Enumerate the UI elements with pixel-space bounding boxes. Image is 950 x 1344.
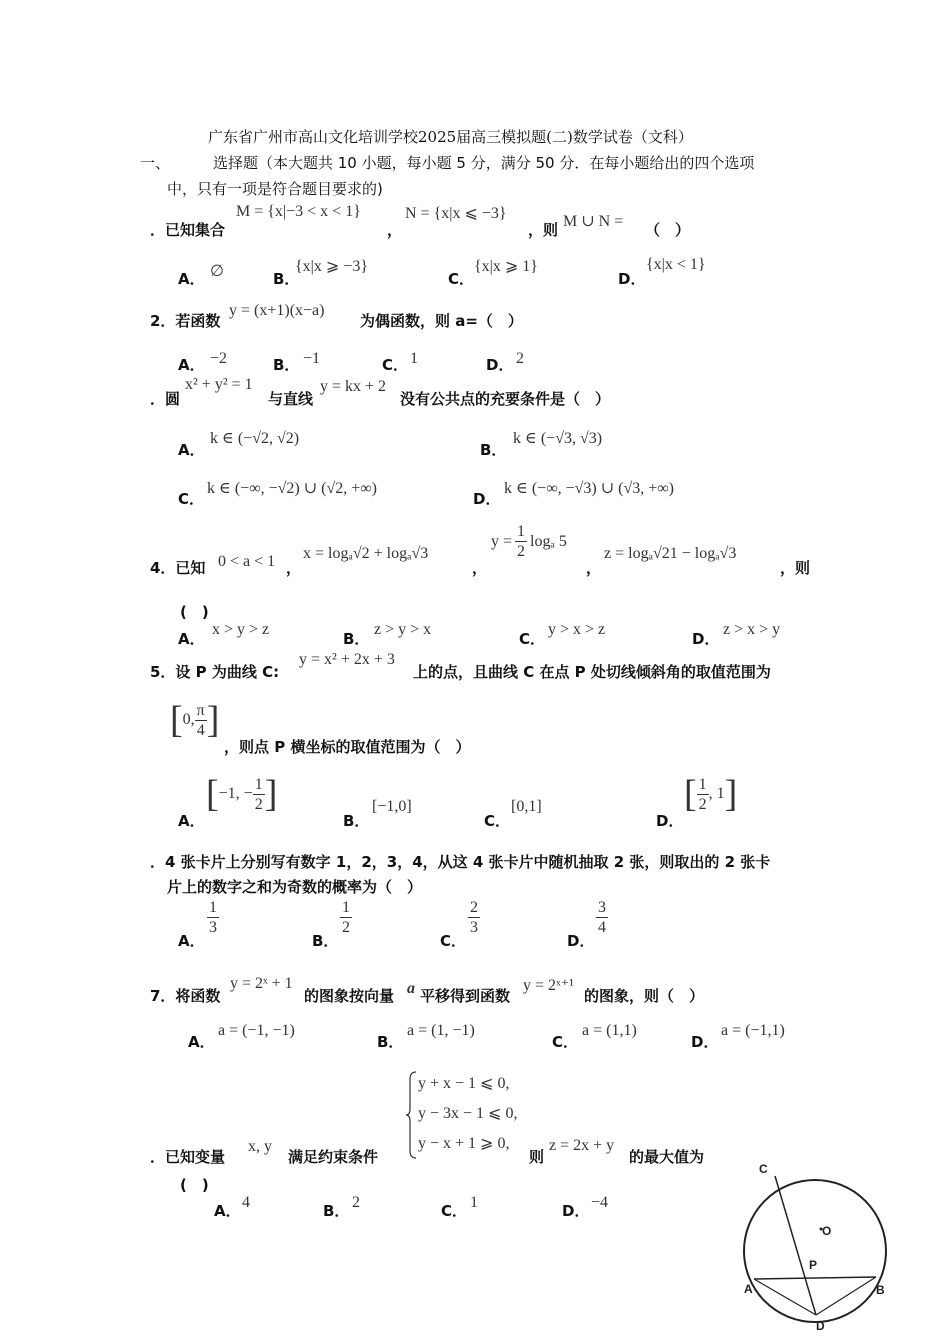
q7-vector: a <box>407 980 415 997</box>
q1-option-a: ∅ <box>210 263 224 280</box>
q4-y-den: 2 <box>517 543 526 560</box>
q3-option-b: k ∈ (−√3, √3) <box>513 430 603 447</box>
q1-option-d: {x|x < 1} <box>646 256 706 273</box>
q1-option-d-label: D． <box>618 270 646 288</box>
q7-option-d: a = (−1,1) <box>721 1022 785 1039</box>
q8-paren: ( ) <box>180 1176 209 1194</box>
q1-option-c-label: C． <box>448 270 475 288</box>
q4-option-b-label: B． <box>343 630 370 648</box>
q6-option-c <box>468 898 480 937</box>
circle-figure-svg <box>730 1155 910 1335</box>
brace-shape <box>405 1071 417 1159</box>
q6-option-b-den: 2 <box>342 919 350 936</box>
q5-option-a-rbracket: ] <box>264 773 278 815</box>
point-o-label: O <box>822 1224 832 1238</box>
q3-mid: 与直线 <box>268 390 314 408</box>
q7-option-c-label: C． <box>552 1033 579 1051</box>
circle-figure <box>730 1155 910 1335</box>
q5-curve: y = x² + 2x + 3 <box>299 651 395 668</box>
q1-option-b: {x|x ⩾ −3} <box>295 258 368 275</box>
point-b-label: B <box>876 1283 885 1297</box>
q4-paren: ( ) <box>180 603 209 621</box>
q6-option-b-label: B． <box>312 932 339 950</box>
q5-rest2: ，则点 P 横坐标的取值范围为（ ） <box>224 738 471 756</box>
q4-option-b: z > y > x <box>374 621 432 638</box>
q7-option-d-label: D． <box>691 1033 719 1051</box>
q5-range-den: 4 <box>196 721 205 739</box>
q6-option-d-num: 3 <box>598 899 606 916</box>
q8-then: 则 <box>529 1148 545 1166</box>
q7-mid: 的图象按向量 <box>304 987 395 1005</box>
q6-option-a <box>207 898 219 937</box>
q4-y-pre: y = <box>491 532 513 550</box>
q8-constraint-2: y − 3x − 1 ⩽ 0, <box>418 1105 518 1122</box>
q5-option-c-label: C． <box>484 812 511 830</box>
q3-rest: 没有公共点的充要条件是（ ） <box>400 390 611 408</box>
q4-option-d-label: D． <box>692 630 720 648</box>
q8-option-a: 4 <box>242 1194 250 1211</box>
q5-option-d-num: 1 <box>698 775 707 793</box>
q2-option-b: −1 <box>303 350 321 367</box>
q7-option-c: a = (1,1) <box>582 1022 637 1039</box>
q5-option-a-int: −1, − <box>218 785 253 802</box>
q6-stem: ．4 张卡片上分别写有数字 1，2，3，4，从这 4 张卡片中随机抽取 2 张，则取出的 2 张卡 <box>150 853 771 871</box>
q5-option-d-lbracket: [ <box>684 773 697 815</box>
q3-option-c-label: C． <box>178 490 205 508</box>
q3-circle: x² + y² = 1 <box>185 376 253 393</box>
page-title: 广东省广州市高山文化培训学校2025届高三模拟题(二)数学试卷（文科） <box>208 128 693 146</box>
q1-expr: M ∪ N = <box>563 213 624 230</box>
q1-set-n: N = {x|x ⩽ −3} <box>405 205 507 222</box>
q5-rest: 上的点，且曲线 C 在点 P 处切线倾斜角的取值范围为 <box>413 663 771 681</box>
q5-option-b-label: B． <box>343 812 370 830</box>
q5-option-b: [−1,0] <box>372 798 412 815</box>
q2-rest: 为偶函数，则 a=（ ） <box>360 312 523 330</box>
q5-option-d-int: , 1 <box>708 785 725 802</box>
q5-range-rbracket: ] <box>206 699 220 741</box>
q4-z: z = logₐ√21 − logₐ√3 <box>604 545 737 562</box>
q6-option-a-num: 1 <box>209 899 217 916</box>
q8-option-c: 1 <box>470 1194 478 1211</box>
q5-option-a-frac <box>253 775 265 814</box>
section-heading: 选择题（本大题共 10 小题，每小题 5 分，满分 50 分．在每小题给出的四个选项 <box>213 154 755 172</box>
q3-option-b-label: B． <box>480 441 507 459</box>
chord-ab <box>754 1277 876 1279</box>
q8-option-a-label: A． <box>214 1202 241 1220</box>
point-d-label: D <box>816 1319 825 1333</box>
q8-mid: 满足约束条件 <box>288 1148 379 1166</box>
q1-stem: ．已知集合 <box>150 221 226 239</box>
q5-option-d <box>684 772 737 816</box>
point-a-label: A <box>744 1282 753 1296</box>
q6-option-c-num: 2 <box>470 899 478 916</box>
q3-option-a-label: A． <box>178 441 205 459</box>
constraint-brace <box>405 1071 417 1159</box>
q7-mid2: 平移得到函数 <box>420 987 511 1005</box>
q4-x: x = logₐ√2 + logₐ√3 <box>303 545 429 562</box>
q5-option-a-den: 2 <box>254 795 263 813</box>
q6-stem-cont: 片上的数字之和为奇数的概率为（ ） <box>167 878 423 896</box>
q6-option-a-den: 3 <box>209 919 217 936</box>
q5-option-a-lbracket: [ <box>206 773 219 815</box>
q7-f2: y = 2ˣ⁺¹ <box>523 977 574 994</box>
q7-stem: 7．将函数 <box>150 987 221 1005</box>
q4-option-c-label: C． <box>519 630 546 648</box>
q8-constraint-1: y + x − 1 ⩽ 0, <box>418 1075 510 1092</box>
q4-option-a: x > y > z <box>212 621 270 638</box>
q5-range <box>170 698 219 742</box>
q2-option-a: −2 <box>210 350 228 367</box>
q2-option-c: 1 <box>410 350 418 367</box>
q7-f1: y = 2ˣ + 1 <box>230 975 293 992</box>
q8-option-d: −4 <box>591 1194 609 1211</box>
q7-rest: 的图象，则（ ） <box>584 987 705 1005</box>
q7-option-a: a = (−1, −1) <box>218 1022 295 1039</box>
circle-outline <box>744 1180 886 1322</box>
q8-option-c-label: C． <box>441 1202 468 1220</box>
q4-cond: 0 < a < 1 <box>218 553 276 570</box>
q4-option-d: z > x > y <box>723 621 781 638</box>
q4-y-post: logₐ 5 <box>530 532 567 550</box>
q8-option-b: 2 <box>352 1194 360 1211</box>
q4-stem: 4．已知 <box>150 559 206 577</box>
q4-y-num: 1 <box>517 523 526 540</box>
q8-vars: x, y <box>248 1138 272 1155</box>
q1-comma: ， <box>387 221 403 239</box>
q5-option-d-frac <box>697 775 709 814</box>
q6-option-a-label: A． <box>178 932 205 950</box>
q5-option-a-num: 1 <box>254 775 263 793</box>
q5-option-a <box>206 772 277 816</box>
q7-option-b-label: B． <box>377 1033 404 1051</box>
q5-range-fraction <box>195 701 207 740</box>
q6-option-d-label: D． <box>567 932 595 950</box>
q4-sep-3: ， <box>586 559 602 577</box>
point-p-label: P <box>809 1258 818 1272</box>
q5-option-d-den: 2 <box>698 795 707 813</box>
q3-option-d: k ∈ (−∞, −√3) ∪ (√3, +∞) <box>504 480 675 497</box>
q6-option-d-den: 4 <box>598 919 606 936</box>
q6-option-d <box>596 898 608 937</box>
q8-option-b-label: B． <box>323 1202 350 1220</box>
point-c-label: C <box>759 1162 768 1176</box>
q1-option-c: {x|x ⩾ 1} <box>474 258 538 275</box>
segment-bd <box>816 1277 876 1315</box>
q2-option-d: 2 <box>516 350 524 367</box>
q5-option-d-rbracket: ] <box>724 773 738 815</box>
q2-option-b-label: B． <box>273 356 300 374</box>
q1-option-b-label: B． <box>273 270 300 288</box>
q8-objective: z = 2x + y <box>549 1137 615 1154</box>
q8-rest: 的最大值为 <box>629 1148 705 1166</box>
q3-option-c: k ∈ (−∞, −√2) ∪ (√2, +∞) <box>207 480 378 497</box>
q4-option-a-label: A． <box>178 630 205 648</box>
section-heading-cont: 中，只有一项是符合题目要求的) <box>167 180 383 198</box>
q5-option-d-label: D． <box>656 812 684 830</box>
q1-then: ，则 <box>528 221 559 239</box>
q1-set-m: M = {x|−3 < x < 1} <box>236 203 361 220</box>
q5-range-zero: 0, <box>182 711 195 728</box>
q3-option-d-label: D． <box>473 490 501 508</box>
q1-paren: （ ） <box>645 221 691 239</box>
q8-constraint-3: y − x + 1 ⩾ 0, <box>418 1135 510 1152</box>
q3-stem: ．圆 <box>150 390 181 408</box>
q4-y-fraction <box>515 522 527 561</box>
q4-sep-2: ， <box>472 559 488 577</box>
q4-sep-1: ， <box>286 559 302 577</box>
q8-stem: ．已知变量 <box>150 1148 226 1166</box>
q6-option-b-num: 1 <box>342 899 350 916</box>
q2-option-a-label: A． <box>178 356 205 374</box>
q5-range-lbracket: [ <box>170 699 183 741</box>
q3-line: y = kx + 2 <box>320 378 387 395</box>
q5-option-a-label: A． <box>178 812 205 830</box>
q4-option-c: y > x > z <box>548 621 606 638</box>
q6-option-c-label: C． <box>440 932 467 950</box>
q6-option-c-den: 3 <box>470 919 478 936</box>
q4-then: ，则 <box>780 559 811 577</box>
q2-option-d-label: D． <box>486 356 514 374</box>
q1-option-a-label: A． <box>178 270 205 288</box>
q2-expr: y = (x+1)(x−a) <box>229 302 325 319</box>
q5-stem: 5．设 P 为曲线 C: <box>150 663 280 681</box>
q3-option-a: k ∈ (−√2, √2) <box>210 430 300 447</box>
section-number: 一、 <box>140 154 171 172</box>
q7-option-b: a = (1, −1) <box>407 1022 475 1039</box>
q2-stem: 2．若函数 <box>150 312 221 330</box>
q8-option-d-label: D． <box>562 1202 590 1220</box>
q7-option-a-label: A． <box>188 1033 215 1051</box>
q5-option-c: [0,1] <box>511 798 542 815</box>
q2-option-c-label: C． <box>382 356 409 374</box>
q5-range-num: π <box>196 701 205 719</box>
q4-y <box>491 522 567 561</box>
q6-option-b <box>340 898 352 937</box>
